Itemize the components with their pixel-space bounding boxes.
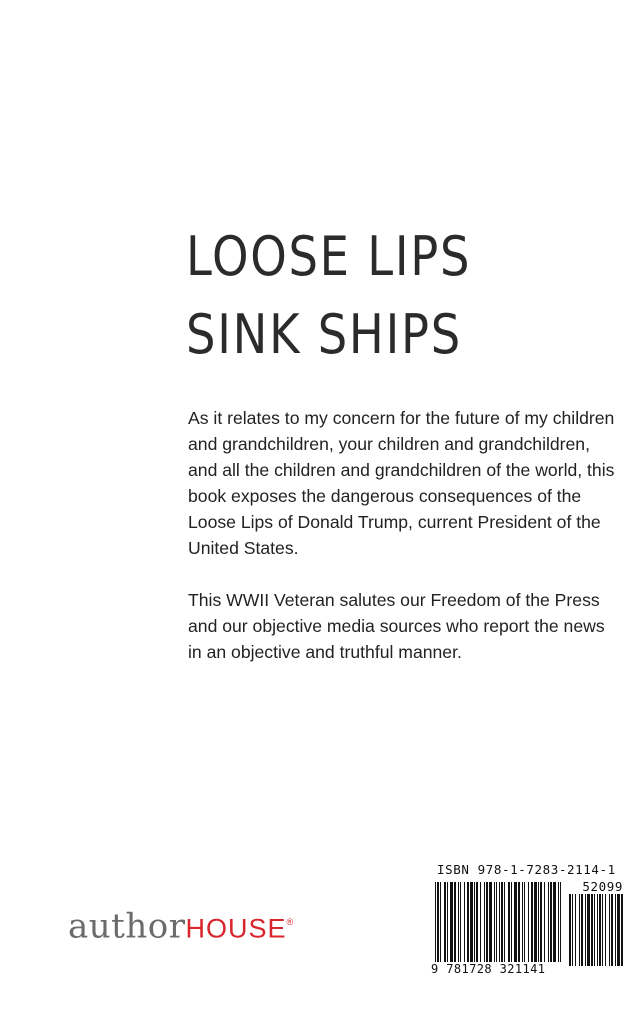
title-line-1: LOOSE LIPS [186, 225, 472, 288]
barcode-stripe [599, 894, 601, 966]
barcode-stripe [518, 882, 520, 962]
barcode-stripe [572, 894, 573, 966]
blurb-paragraph-2: This WWII Veteran salutes our Freedom of the Press and our objective media sources who report the news in an objective and truthful manner. [188, 590, 605, 662]
barcode-stripe [435, 882, 436, 962]
barcode-stripe [504, 882, 505, 962]
barcode-stripe [611, 894, 613, 966]
barcode-stripe [524, 882, 525, 962]
barcode-addon-icon [569, 894, 623, 966]
barcode-stripe [594, 894, 595, 966]
barcode-stripe [447, 882, 448, 962]
barcode-stripe [587, 894, 590, 966]
barcode-stripe [460, 882, 461, 962]
barcode-stripe [450, 882, 453, 962]
barcode-main-icon [435, 882, 561, 962]
barcode-stripe [511, 882, 512, 962]
barcode-stripe [548, 882, 549, 962]
publisher-logo [68, 902, 294, 948]
barcode-stripe [609, 894, 610, 966]
barcode-stripe [437, 882, 439, 962]
barcode-stripe [470, 882, 473, 962]
barcode-stripe [538, 882, 539, 962]
barcode-stripe [579, 894, 580, 966]
barcode-stripe [514, 882, 517, 962]
barcode-stripe [528, 882, 529, 962]
barcode-stripe [540, 882, 542, 962]
barcode-stripe [575, 894, 576, 966]
blurb-paragraph-1: As it relates to my concern for the future of my children and grandchildren, your children and grandchildren, and all the children and grandchildren of the world, this book exposes the dangerous consequences of the Loose Lips of Donald Trump, current President of the United States. [188, 408, 615, 558]
registered-mark: ® [286, 917, 294, 927]
barcode-stripe [496, 882, 497, 962]
barcode-stripe [494, 882, 495, 962]
barcode-stripe [440, 882, 441, 962]
barcode-stripe [553, 882, 556, 962]
title-line-2: SINK SHIPS [186, 303, 462, 366]
price-code: 52099 [582, 879, 623, 894]
barcode-stripe [476, 882, 478, 962]
barcode-stripe [522, 882, 523, 962]
barcode-stripe [474, 882, 475, 962]
publisher-logo-house: HOUSE [185, 913, 287, 944]
barcode-stripe [560, 882, 561, 962]
barcode-stripe [617, 894, 620, 966]
barcode-stripe [531, 882, 533, 962]
publisher-logo-author: author [68, 906, 186, 947]
barcode-stripe [581, 894, 583, 966]
barcode-stripe [480, 882, 481, 962]
barcode-stripe [508, 882, 510, 962]
barcode-stripe [486, 882, 488, 962]
barcode-panel [431, 862, 629, 979]
barcode-stripe [489, 882, 492, 962]
barcode-stripe [558, 882, 559, 962]
isbn-number: ISBN 978-1-7283-2114-1 [437, 862, 616, 877]
blurb [188, 405, 620, 691]
barcode-stripe [615, 894, 616, 966]
barcode-stripe [458, 882, 459, 962]
barcode-stripe [569, 894, 571, 966]
barcode-stripe [585, 894, 586, 966]
barcode-stripe [454, 882, 456, 962]
book-title [186, 218, 606, 374]
barcode-stripe [597, 894, 598, 966]
barcode-stripe [591, 894, 593, 966]
barcode-stripe [444, 882, 446, 962]
barcode-stripe [501, 882, 503, 962]
barcode-stripe [534, 882, 537, 962]
barcode-stripe [499, 882, 500, 962]
barcode-stripe [602, 894, 603, 966]
barcode-stripe [605, 894, 606, 966]
barcode-stripe [550, 882, 552, 962]
barcode-stripe [484, 882, 485, 962]
barcode-stripe [544, 882, 545, 962]
barcode-stripe [621, 894, 623, 966]
barcode-stripe [464, 882, 465, 962]
barcode-digits: 9 781728 321141 [431, 962, 546, 976]
barcode-stripe [467, 882, 469, 962]
